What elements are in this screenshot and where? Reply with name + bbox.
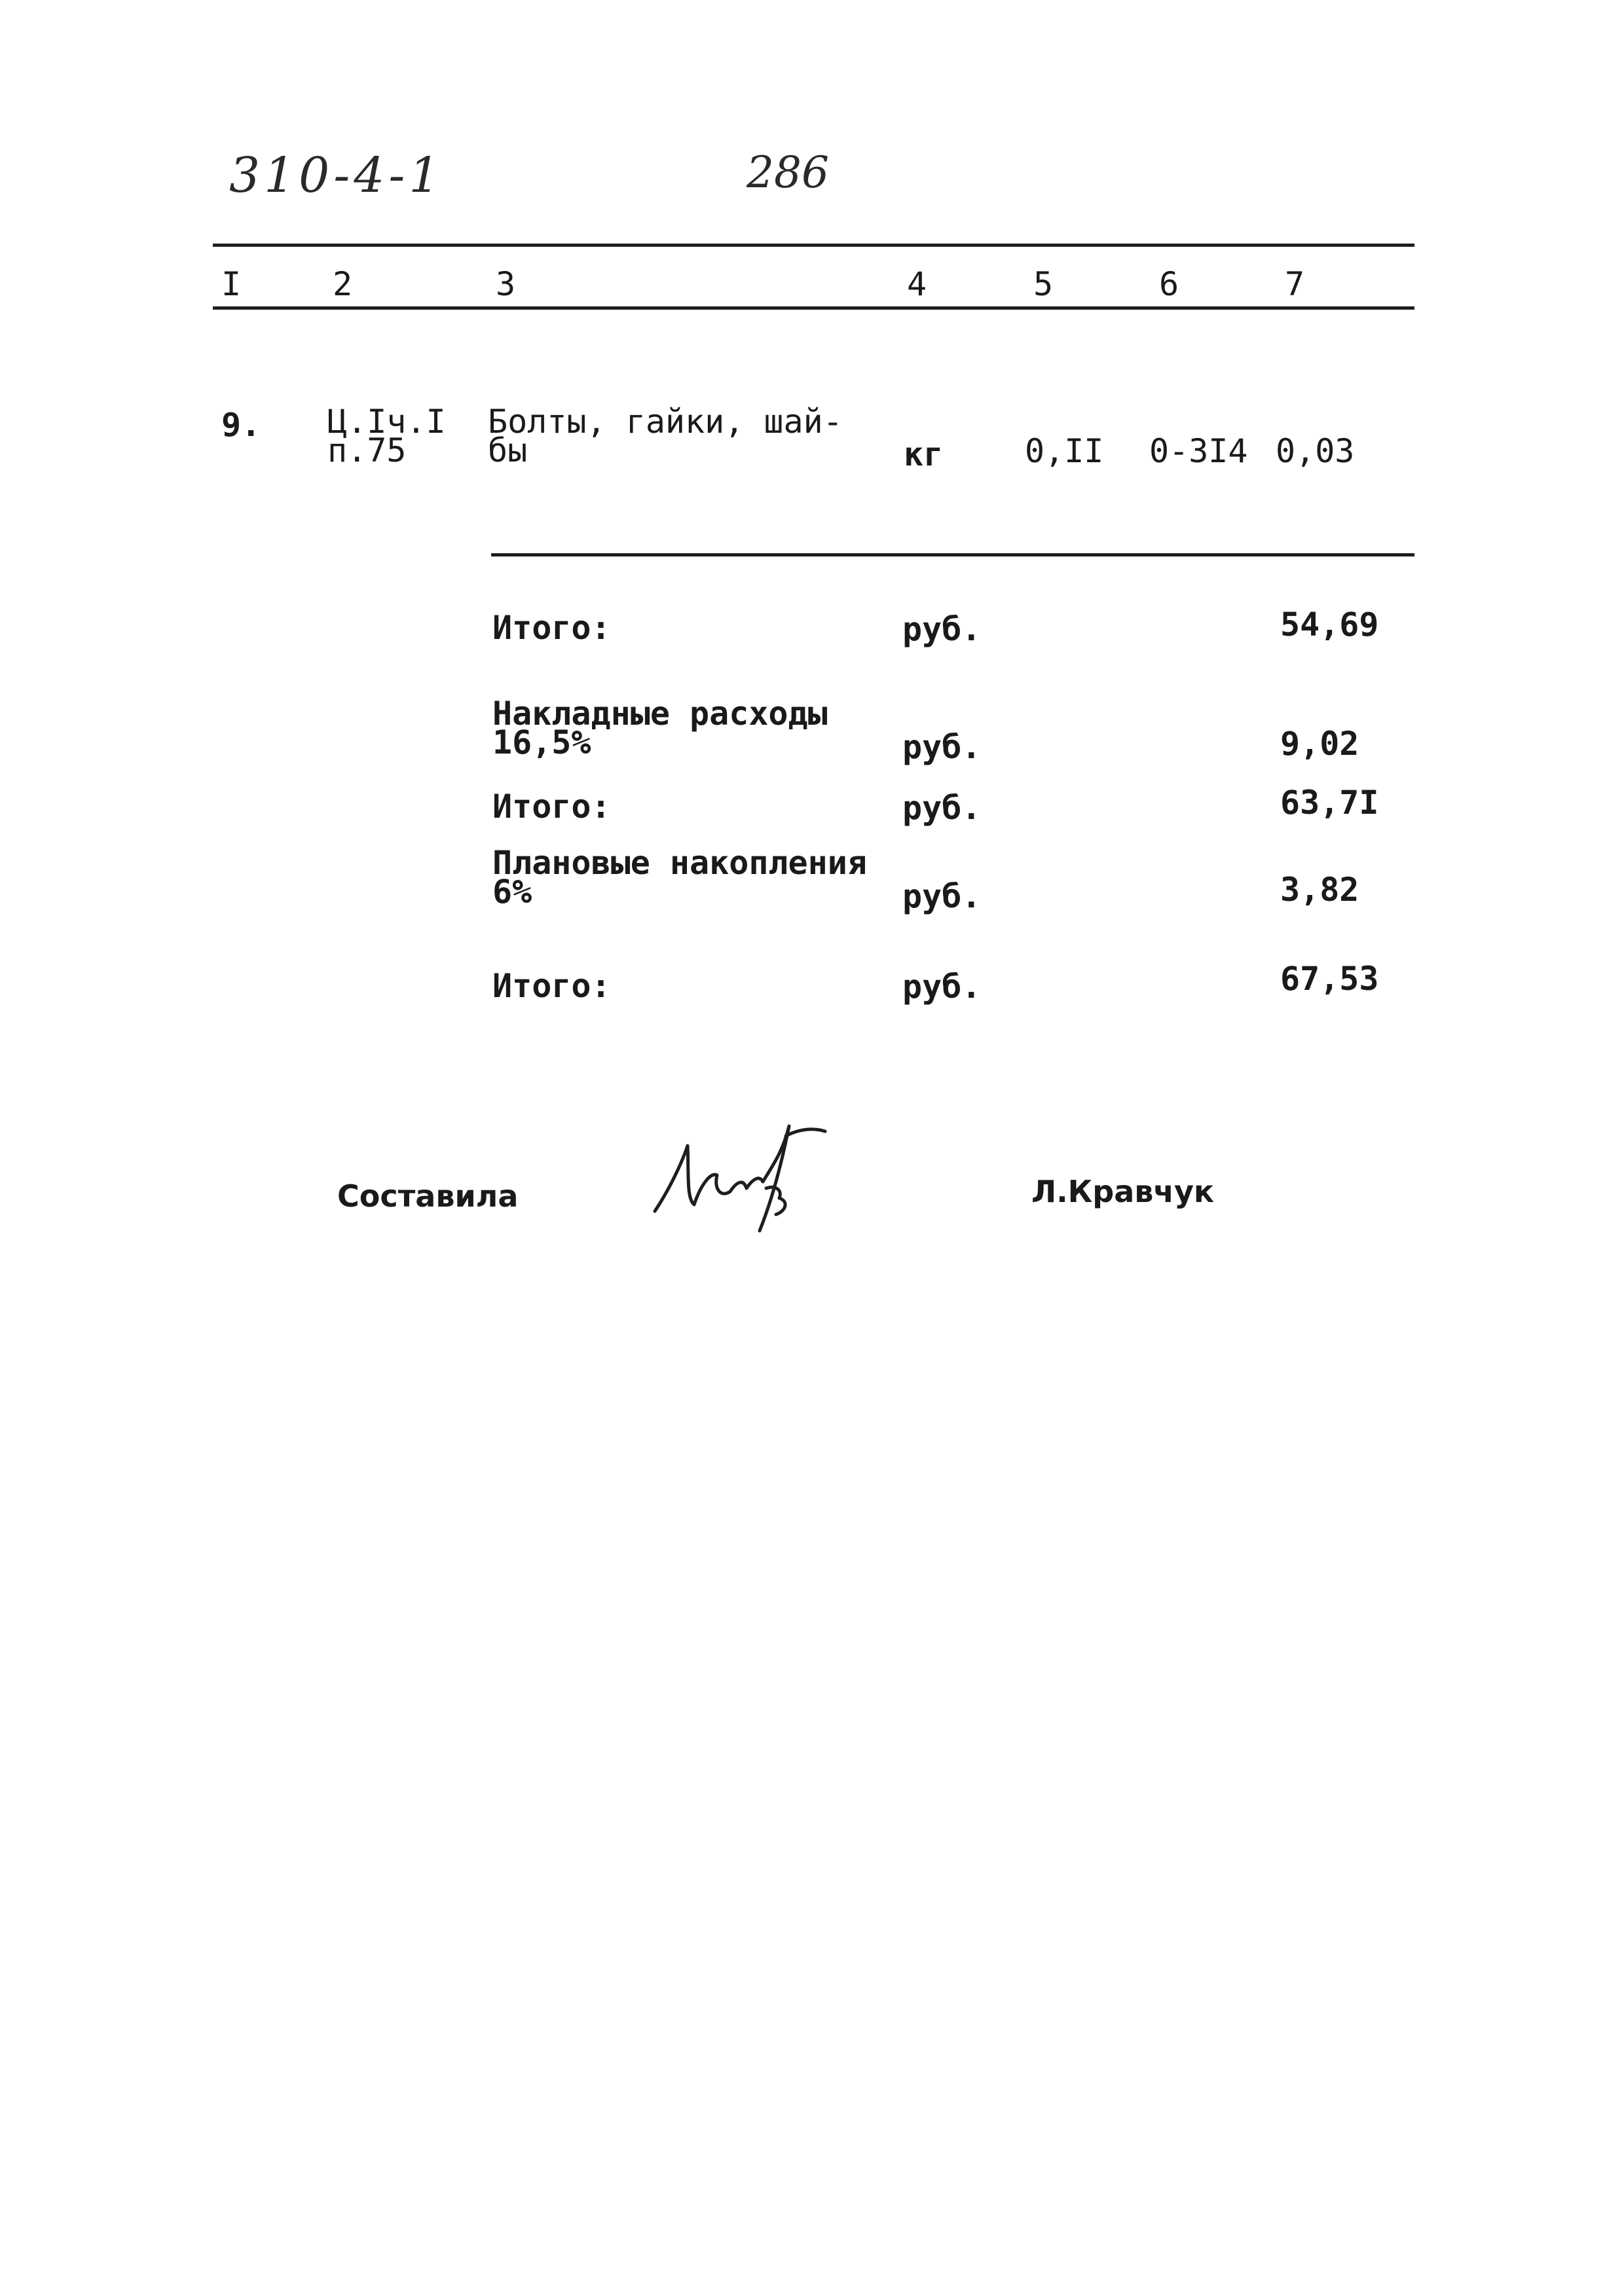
item-code-line-2: п.75 [327, 431, 407, 469]
summary-label-subtotal-1: Итого: [492, 609, 611, 647]
summary-label-overhead-line-2: 16,5% [492, 723, 591, 761]
signature-image [648, 1113, 871, 1244]
item-code [327, 403, 446, 469]
summary-value-subtotal-2: 63,7I [1280, 784, 1379, 822]
summary-value-overhead: 9,02 [1280, 725, 1359, 763]
table-header-bottom-rule [213, 306, 1414, 310]
item-total: 0,03 [1276, 432, 1355, 470]
summary-rule [491, 553, 1414, 556]
table-top-rule [213, 244, 1414, 247]
column-header-2: 2 [333, 265, 353, 303]
summary-unit-subtotal-1: руб. [902, 610, 982, 648]
summary-label-overhead [492, 695, 828, 761]
column-header-1: I [221, 265, 242, 303]
item-quantity: 0,II [1025, 432, 1104, 470]
compiled-by-label: Составила [337, 1178, 519, 1214]
summary-label-planned-savings-line-1: Плановые накопления [492, 844, 867, 882]
item-description [488, 403, 843, 469]
summary-unit-overhead: руб. [902, 728, 982, 766]
summary-label-overhead-line-1: Накладные расходы [492, 695, 828, 733]
column-header-6: 6 [1159, 265, 1179, 303]
column-header-7: 7 [1285, 265, 1305, 303]
document-code: 310-4-1 [229, 147, 444, 204]
item-description-line-1: Болты, гайки, шай- [488, 403, 843, 441]
item-description-line-2: бы [488, 431, 528, 469]
item-number: 9. [221, 406, 261, 444]
page-number: 286 [747, 147, 829, 198]
column-header-4: 4 [907, 265, 927, 303]
summary-label-grand-total: Итого: [492, 967, 611, 1005]
column-header-3: 3 [496, 265, 516, 303]
summary-label-subtotal-2: Итого: [492, 788, 611, 826]
compiler-name: Л.Кравчук [1031, 1174, 1215, 1209]
summary-value-planned-savings: 3,82 [1280, 871, 1359, 909]
item-code-line-1: Ц.Iч.I [327, 403, 446, 441]
item-unit: кг [904, 435, 944, 473]
summary-value-grand-total: 67,53 [1280, 960, 1379, 998]
summary-unit-planned-savings: руб. [902, 877, 982, 915]
column-header-5: 5 [1033, 265, 1054, 303]
summary-value-subtotal-1: 54,69 [1280, 606, 1379, 644]
summary-unit-grand-total: руб. [902, 968, 982, 1006]
summary-label-planned-savings-line-2: 6% [492, 873, 532, 911]
summary-unit-subtotal-2: руб. [902, 789, 982, 827]
item-unit-price: 0-3I4 [1149, 432, 1248, 470]
summary-label-planned-savings [492, 844, 867, 911]
